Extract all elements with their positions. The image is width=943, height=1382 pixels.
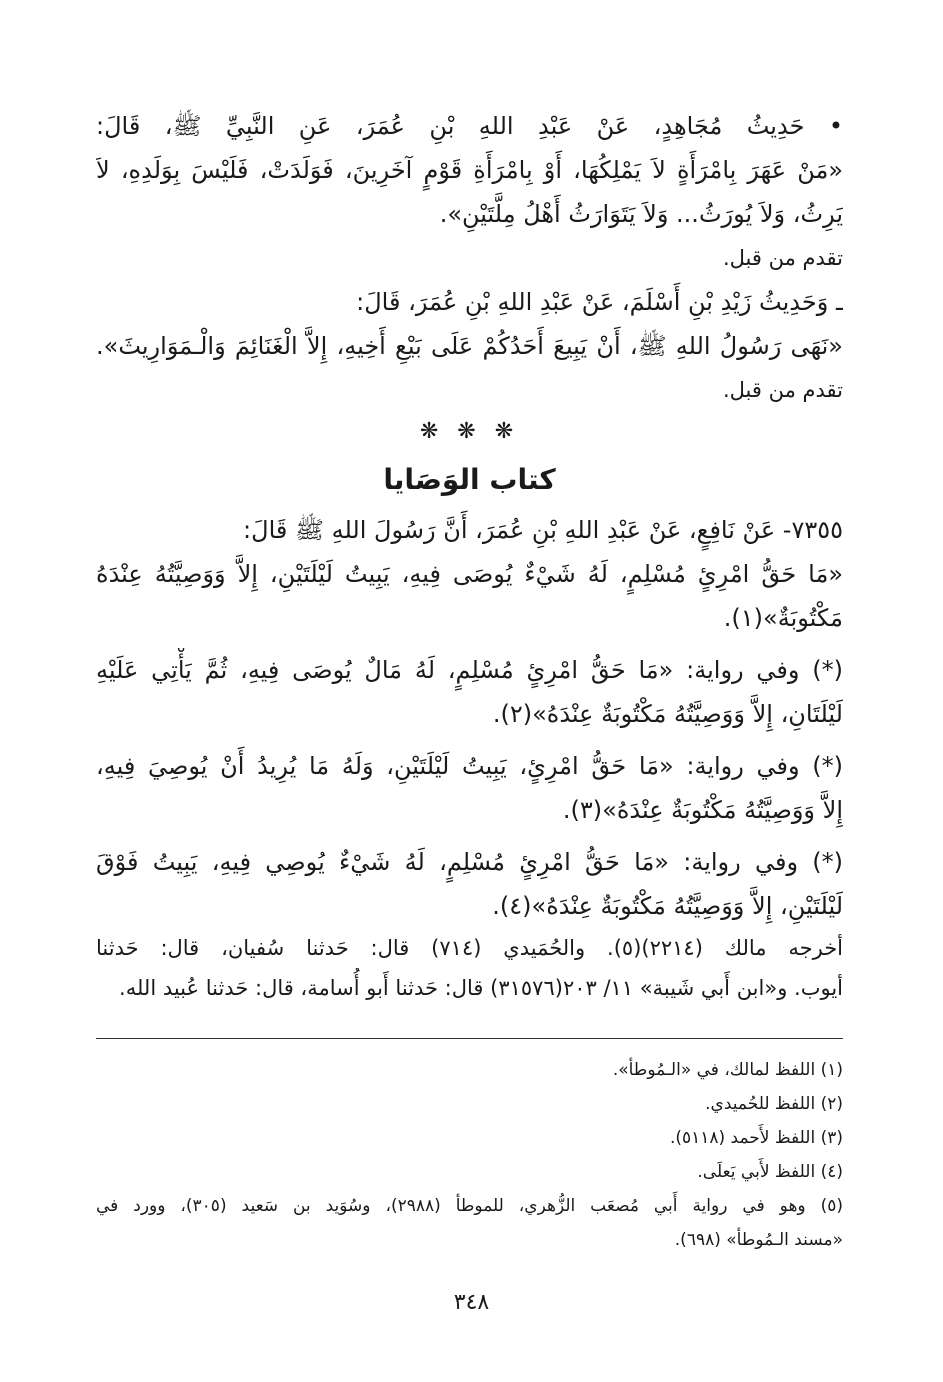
page-body [96,104,843,1257]
hadith-7355-text: مَكْتُوبَةٌ»(١). [723,604,843,632]
hadith-quote-line: «مَنْ عَهَرَ بِامْرَأَةٍ لاَ يَمْلِكُهَا، أَوْ بِامْرَأَةِ قَوْمٍ آخَرِينَ، فَوَلَدَتْ، فَلَيْسَ بِوَلَدِهِ، لاَ [96,156,843,184]
hadith-7355-text: «مَا حَقُّ امْرِئٍ مُسْلِمٍ، لَهُ شَيْءٌ يُوصَى فِيهِ، يَبِيتُ لَيْلَتَيْنِ، إِلاَّ وَوَصِيَّتُهُ عِنْدَهُ [96,560,843,588]
riwaya-line: لَيْلَتَيْنِ، إِلاَّ وَوَصِيَّتُهُ مَكْتُوبَةٌ عِنْدَهُ»(٤). [492,892,843,920]
cross-reference: تقدم من قبل. [722,246,843,270]
hadith-quote-line: «نَهَى رَسُولُ اللهِ ﷺ، أَنْ يَبِيعَ أَحَدُكُمْ عَلَى بَيْعِ أَخِيهِ، إِلاَّ الْغَنَائِمَ وَالْـمَوَارِيثَ». [96,332,843,360]
footnote-1: (١) اللفظ لمالك، في «الـمُوطأ». [612,1060,843,1080]
riwaya-line: لَيْلَتَانِ، إِلاَّ وَوَصِيَّتُهُ مَكْتُوبَةٌ عِنْدَهُ»(٢). [492,700,843,728]
takhrij-line: أخرجه مالك (٢٢١٤)(٥). والحُمَيدي (٧١٤) قال: حَدثنا سُفيان، قال: حَدثنا [96,936,843,960]
hadith-7355-intro: ٧٣٥٥- عَنْ نَافِعٍ، عَنْ عَبْدِ اللهِ بْنِ عُمَرَ، أَنَّ رَسُولَ اللهِ ﷺ قَالَ: [243,516,843,544]
footnote-2: (٢) اللفظ للحُميدي. [705,1094,843,1114]
takhrij-line: أيوب. و«ابن أَبي شَيبة» ١١/ ٢٠٣(٣١٥٧٦) قال: حَدثنا أَبو أُسامة، قال: حَدثنا عُبيد الله. [119,976,843,1000]
section-separator: ❋ ❋ ❋ [419,419,520,444]
chapter-title: كتاب الوَصَايا [383,463,556,496]
footnote-5-continued: «مسند الـمُوطأ» (٦٩٨). [674,1230,843,1250]
cross-reference: تقدم من قبل. [722,378,843,402]
riwaya-line: إِلاَّ وَوَصِيَّتُهُ مَكْتُوبَةٌ عِنْدَهُ»(٣). [562,796,843,824]
hadith-quote-line: يَرِثُ، وَلاَ يُورَثُ... وَلاَ يَتَوَارَثُ أَهْلُ مِلَّتَيْنِ». [439,200,843,228]
footnote-4: (٤) اللفظ لأَبي يَعلَى. [697,1162,843,1182]
riwaya-line: (*) وفي رواية: «مَا حَقُّ امْرِئٍ مُسْلِمٍ، لَهُ مَالٌ يُوصَى فِيهِ، ثُمَّ يَأْتِي عَلَيْهِ [96,656,843,684]
footnote-5: (٥) وهو في رواية أَبي مُصعَب الزُّهري، للموطأ (٢٩٨٨)، وسُوَيد بن سَعيد (٣٠٥)، وورد في [96,1196,843,1216]
riwaya-line: (*) وفي رواية: «مَا حَقُّ امْرِئٍ مُسْلِمٍ، لَهُ شَيْءٌ يُوصِي فِيهِ، يَبِيتُ فَوْقَ [96,848,843,876]
footnote-3: (٣) اللفظ لأَحمد (٥١١٨). [669,1128,843,1148]
footnote-divider [96,1038,843,1039]
hadith-intro-zayd: ـ وَحَدِيثُ زَيْدِ بْنِ أَسْلَمَ، عَنْ عَبْدِ اللهِ بْنِ عُمَرَ، قَالَ: [356,288,843,316]
hadith-intro-mujahid: • حَدِيثُ مُجَاهِدٍ، عَنْ عَبْدِ اللهِ بْنِ عُمَرَ، عَنِ النَّبِيِّ ﷺ، قَالَ: [96,112,843,140]
riwaya-line: (*) وفي رواية: «مَا حَقُّ امْرِئٍ، يَبِيتُ لَيْلَتَيْنِ، وَلَهُ مَا يُرِيدُ أَنْ يُوصِيَ فِيهِ، [96,752,843,780]
page-number: ٣٤٨ [453,1290,490,1315]
